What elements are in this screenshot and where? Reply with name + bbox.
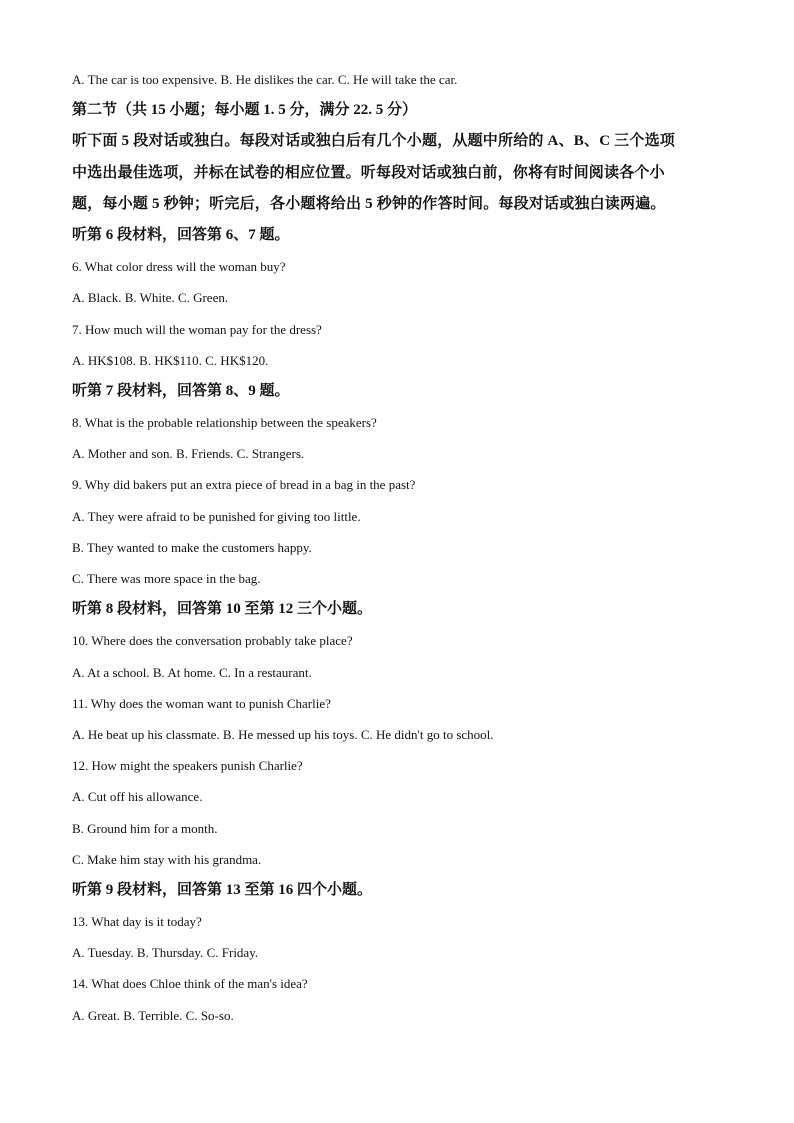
instructions-line-1: 听下面 5 段对话或独白。每段对话或独白后有几个小题，从题中所给的 A、B、C 三个选项: [72, 133, 675, 150]
question-14-options: A. Great. B. Terrible. C. So-so.: [72, 1007, 234, 1023]
question-9-option-c: C. There was more space in the bag.: [72, 571, 261, 586]
question-10: 10. Where does the conversation probably take place?: [72, 633, 353, 649]
passage-9-heading: 听第 9 段材料，回答第 13 至第 16 四个小题。: [72, 881, 373, 898]
q5-options: A. The car is too expensive. B. He dislikes the car. C. He will take the car.: [72, 72, 458, 87]
question-11-options: A. He beat up his classmate. B. He messed up his toys. C. He didn't go to school.: [72, 726, 494, 742]
question-10-options: A. At a school. B. At home. C. In a restaurant.: [72, 664, 312, 680]
question-8: 8. What is the probable relationship between the speakers?: [72, 415, 377, 431]
question-8-options: A. Mother and son. B. Friends. C. Strangers.: [72, 446, 305, 462]
question-14: 14. What does Chloe think of the man's idea?: [72, 976, 308, 992]
passage-7-heading: 听第 7 段材料，回答第 8、9 题。: [72, 382, 290, 399]
question-9-option-b: B. They wanted to make the customers happy.: [72, 539, 312, 555]
question-6-options: A. Black. B. White. C. Green.: [72, 290, 229, 306]
question-12-option-a: A. Cut off his allowance.: [72, 789, 203, 805]
section-title: 第二节（共 15 小题；每小题 1. 5 分，满分 22. 5 分）: [72, 102, 418, 119]
exam-page: [72, 64, 732, 1031]
question-12-option-c: C. Make him stay with his grandma.: [72, 851, 262, 867]
question-9-option-a: A. They were afraid to be punished for giving too little.: [72, 508, 361, 524]
passage-8-heading: 听第 8 段材料，回答第 10 至第 12 三个小题。: [72, 601, 373, 618]
question-9: 9. Why did bakers put an extra piece of bread in a bag in the past?: [72, 477, 416, 493]
instructions-line-2: 中选出最佳选项，并标在试卷的相应位置。听每段对话或独白前，你将有时间阅读各个小: [72, 164, 665, 181]
question-13: 13. What day is it today?: [72, 914, 202, 930]
instructions-line-3: 题，每小题 5 秒钟；听完后，各小题将给出 5 秒钟的作答时间。每段对话或独白读两遍。: [72, 195, 666, 212]
question-11: 11. Why does the woman want to punish Charlie?: [72, 695, 331, 711]
question-7-options: A. HK$108. B. HK$110. C. HK$120.: [72, 352, 269, 368]
question-12-option-b: B. Ground him for a month.: [72, 820, 218, 836]
question-7: 7. How much will the woman pay for the dress?: [72, 321, 322, 337]
passage-6-heading: 听第 6 段材料，回答第 6、7 题。: [72, 226, 290, 243]
question-12: 12. How might the speakers punish Charlie?: [72, 758, 303, 774]
question-6: 6. What color dress will the woman buy?: [72, 259, 286, 275]
question-13-options: A. Tuesday. B. Thursday. C. Friday.: [72, 945, 259, 961]
